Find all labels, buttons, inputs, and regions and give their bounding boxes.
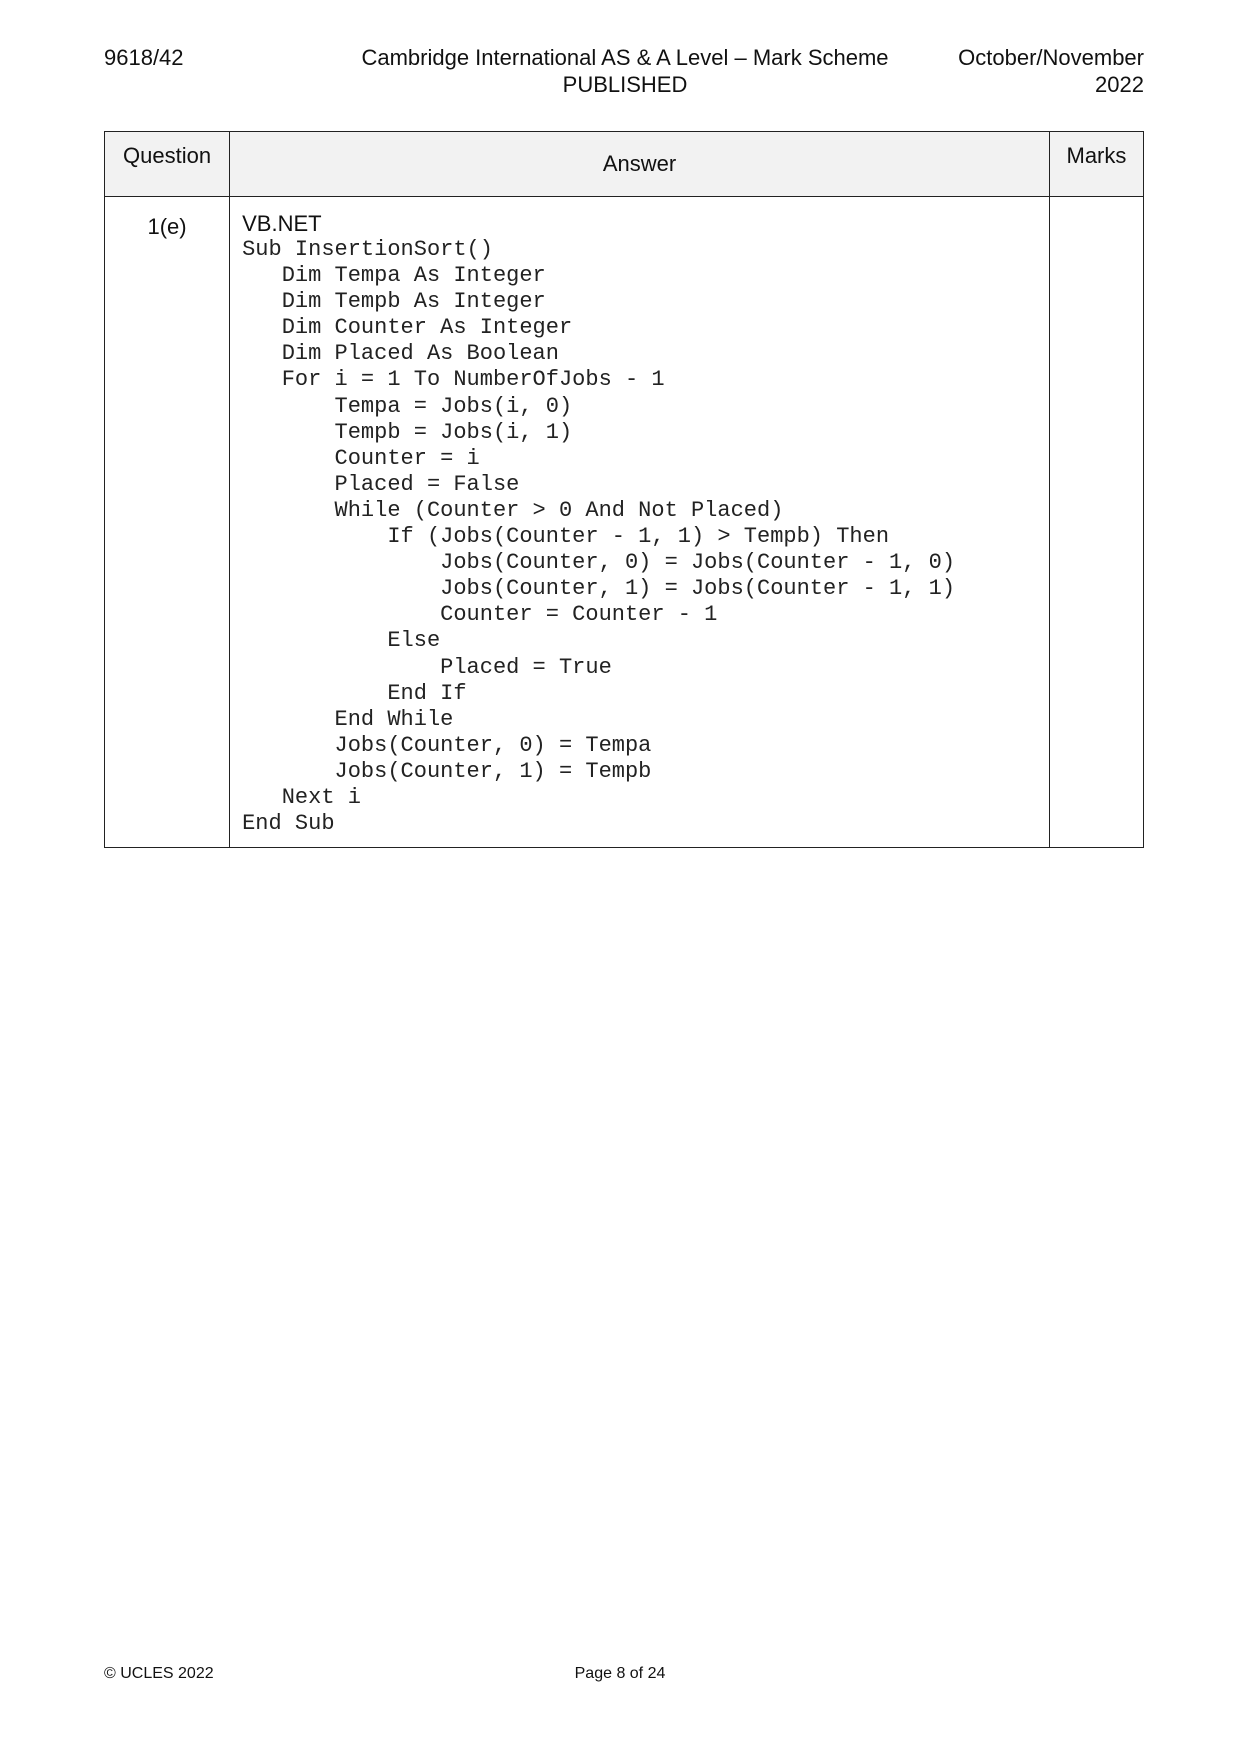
page-number: Page 8 of 24 — [574, 1665, 666, 1682]
code-line: Next i — [242, 784, 361, 810]
column-header-question: Question — [105, 132, 230, 197]
code-line: Jobs(Counter, 1) = Tempb — [242, 758, 652, 784]
table-row — [105, 197, 1144, 848]
code-line: While (Counter > 0 And Not Placed) — [242, 497, 784, 523]
table-header-row — [105, 132, 1144, 197]
question-number: 1(e) — [105, 197, 230, 848]
code-line: End Sub — [242, 811, 335, 837]
code-line: For i = 1 To NumberOfJobs - 1 — [242, 367, 665, 393]
title-line-1: Cambridge International AS & A Level – Mark Scheme — [361, 45, 889, 70]
code-line: Counter = Counter - 1 — [242, 602, 718, 628]
code-line: End If — [242, 680, 467, 706]
code-line: Sub InsertionSort() — [242, 237, 493, 262]
mark-scheme-table — [104, 131, 1144, 848]
code-line: Else — [242, 628, 441, 654]
code-line: Placed = False — [242, 471, 520, 497]
code-line: Dim Counter As Integer — [242, 315, 573, 341]
code-line: Jobs(Counter, 0) = Tempa — [242, 732, 652, 758]
session-line-2: 2022 — [1095, 72, 1144, 97]
code-line: Dim Tempb As Integer — [242, 289, 546, 315]
code-line: Dim Placed As Boolean — [242, 341, 559, 367]
marks-cell — [1049, 197, 1143, 848]
column-header-answer: Answer — [230, 132, 1050, 197]
code-line: Placed = True — [242, 654, 612, 680]
code-line: Counter = i — [242, 445, 480, 471]
code-line: End While — [242, 706, 454, 732]
language-label: VB.NET — [242, 211, 322, 236]
code-line: Tempb = Jobs(i, 1) — [242, 419, 573, 445]
code-line: Jobs(Counter, 1) = Jobs(Counter - 1, 1) — [242, 576, 956, 602]
copyright-notice: © UCLES 2022 — [104, 1665, 214, 1682]
code-line: Dim Tempa As Integer — [242, 263, 546, 289]
paper-code: 9618/42 — [104, 45, 184, 70]
code-line: Jobs(Counter, 0) = Jobs(Counter - 1, 0) — [242, 550, 956, 576]
column-header-marks: Marks — [1049, 132, 1143, 197]
code-block — [242, 237, 1037, 837]
exam-session — [904, 44, 1144, 98]
title-line-2: PUBLISHED — [562, 72, 688, 97]
code-line: Tempa = Jobs(i, 0) — [242, 393, 573, 419]
session-line-1: October/November — [958, 45, 1144, 70]
answer-cell — [230, 197, 1050, 848]
document-title — [325, 44, 925, 98]
code-line: If (Jobs(Counter - 1, 1) > Tempb) Then — [242, 524, 890, 550]
